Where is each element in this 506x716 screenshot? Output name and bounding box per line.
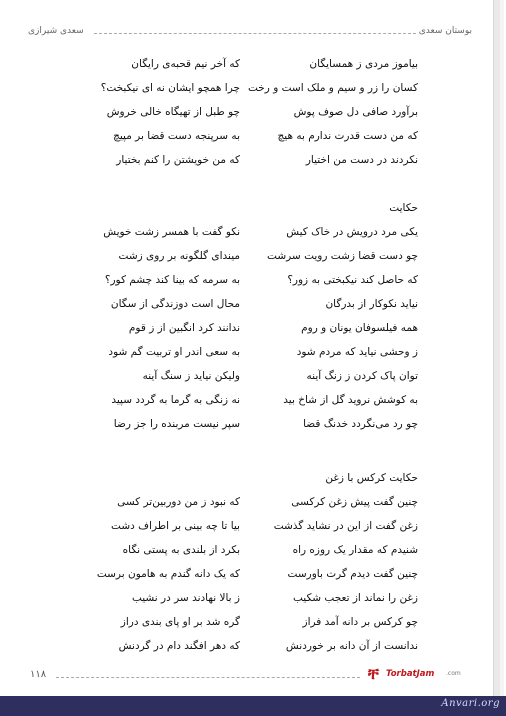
verse-second-hemistich: که دهر افگند دام در گردنش	[118, 640, 240, 652]
poem-body	[88, 52, 418, 658]
verse-second-hemistich: که آخر نیم قحبه‌ی رایگان	[131, 58, 240, 70]
verse-second-hemistich: به سرپنجه دست قضا بر مپیچ	[113, 130, 240, 142]
verse-second-hemistich: به سعی اندر او تربیت گم شود	[108, 346, 240, 358]
verse-row	[88, 76, 418, 100]
verse-second-hemistich: نکو گفت با همسر زشت خویش	[103, 226, 240, 238]
verse-first-hemistich: چنین گفت پیش زغن کرکسی	[291, 496, 418, 508]
verse-second-hemistich: که من خویشتن را کنم بختیار	[116, 154, 240, 166]
footer-divider	[56, 677, 360, 678]
section-gap	[88, 172, 418, 196]
verse-first-hemistich: توان پاک کردن ز زنگ آینه	[306, 370, 418, 382]
verse-first-hemistich: برآورد صافی دل صوف پوش	[293, 106, 418, 118]
verse-first-hemistich: که من دست قدرت ندارم به هیچ	[277, 130, 418, 142]
verse-second-hemistich: سپر نیست مربنده را جز رضا	[113, 418, 240, 430]
section-title-3: حکایت کرکس با زغن	[325, 472, 418, 484]
section-title-2: حکایت	[389, 202, 418, 214]
author-name: سعدی شیرازی	[28, 26, 84, 36]
page-header	[28, 26, 472, 42]
verse-first-hemistich: نیاید نکوکار از بدرگان	[325, 298, 418, 310]
verse-row	[88, 490, 418, 514]
verse-row	[88, 244, 418, 268]
verse-row	[88, 586, 418, 610]
verse-first-hemistich: که حاصل کند نیکبختی به زور؟	[287, 274, 418, 286]
verse-row	[88, 340, 418, 364]
verse-first-hemistich: چو دست قضا زشت رویت سرشت	[267, 250, 418, 262]
verse-first-hemistich: به کوشش نروید گل از شاخ بید	[283, 394, 418, 406]
verse-row	[88, 220, 418, 244]
verse-second-hemistich: بیا تا چه بینی بر اطراف دشت	[111, 520, 240, 532]
verse-first-hemistich: یکی مرد درویش در خاک کیش	[286, 226, 418, 238]
verse-first-hemistich: چو رد می‌نگردد خدنگ قضا	[303, 418, 418, 430]
verse-row	[88, 364, 418, 388]
verse-row	[88, 100, 418, 124]
verse-second-hemistich: چرا همچو ایشان نه ای نیکبخت؟	[100, 82, 240, 94]
watermark-text: Anvari.org	[441, 698, 500, 709]
logo-name: TorbatJam	[386, 669, 435, 679]
verse-second-hemistich: که یک دانه گندم به هامون برست	[96, 568, 240, 580]
verse-row	[88, 514, 418, 538]
verse-first-hemistich: چنین گفت دیدم گرت باورست	[287, 568, 418, 580]
verse-second-hemistich: به سرمه که بینا کند چشم کور؟	[104, 274, 240, 286]
page-footer	[30, 664, 472, 686]
logo-mark-icon: ቸ	[368, 664, 379, 683]
verse-second-hemistich: ولیکن نیاید ز سنگ آینه	[142, 370, 240, 382]
verse-second-hemistich: چو طبل از تهیگاه خالی خروش	[106, 106, 240, 118]
verse-row	[88, 124, 418, 148]
verse-first-hemistich: شنیدم که مقدار یک روزه راه	[292, 544, 418, 556]
book-title: بوستان سعدی	[418, 26, 472, 36]
verse-first-hemistich: ندانست از آن دانه بر خوردنش	[285, 640, 418, 652]
verse-first-hemistich: نکردند در دست من اختیار	[305, 154, 418, 166]
poem-section-1	[88, 52, 418, 172]
verse-first-hemistich: زغن گفت از این در نشاید گذشت	[273, 520, 418, 532]
poem-section-2	[88, 220, 418, 436]
verse-row	[88, 292, 418, 316]
logo-domain: .com	[446, 670, 461, 677]
header-divider	[94, 33, 416, 34]
verse-second-hemistich: ندانند کرد انگبین از ز قوم	[128, 322, 240, 334]
verse-first-hemistich: چو کرکس بر دانه آمد فراز	[302, 616, 418, 628]
verse-first-hemistich: ز وحشی نیاید که مردم شود	[296, 346, 418, 358]
verse-row	[88, 268, 418, 292]
verse-second-hemistich: ز بالا نهادند سر در نشیب	[131, 592, 240, 604]
verse-first-hemistich: زغن را نماند از تعجب شکیب	[293, 592, 418, 604]
verse-row	[88, 388, 418, 412]
verse-second-hemistich: محال است دوزندگی از سگان	[110, 298, 240, 310]
verse-second-hemistich: نه زنگی به گرما به گردد سپید	[111, 394, 240, 406]
verse-row	[88, 634, 418, 658]
verse-row	[88, 148, 418, 172]
verse-row	[88, 562, 418, 586]
section-gap	[88, 436, 418, 460]
verse-row	[88, 538, 418, 562]
verse-first-hemistich: همه فیلسوفان یونان و روم	[301, 322, 418, 334]
verse-first-hemistich: بیاموز مردی ز همسایگان	[309, 58, 418, 70]
verse-second-hemistich: میندای گلگونه بر روی زشت	[118, 250, 240, 262]
site-logo[interactable]	[368, 664, 472, 684]
verse-row	[88, 610, 418, 634]
verse-row	[88, 316, 418, 340]
verse-second-hemistich: گره شد بر او پای بندی دراز	[120, 616, 240, 628]
poem-section-3	[88, 490, 418, 658]
verse-second-hemistich: که نبود ز من دوربین‌تر کسی	[117, 496, 240, 508]
verse-row	[88, 412, 418, 436]
verse-row	[88, 52, 418, 76]
watermark-bar	[0, 696, 506, 716]
verse-second-hemistich: بکرد از بلندی به پستی نگاه	[122, 544, 240, 556]
page-number: ۱۱۸	[30, 669, 47, 680]
verse-first-hemistich: کسان را زر و سیم و ملک است و رخت	[247, 82, 418, 94]
